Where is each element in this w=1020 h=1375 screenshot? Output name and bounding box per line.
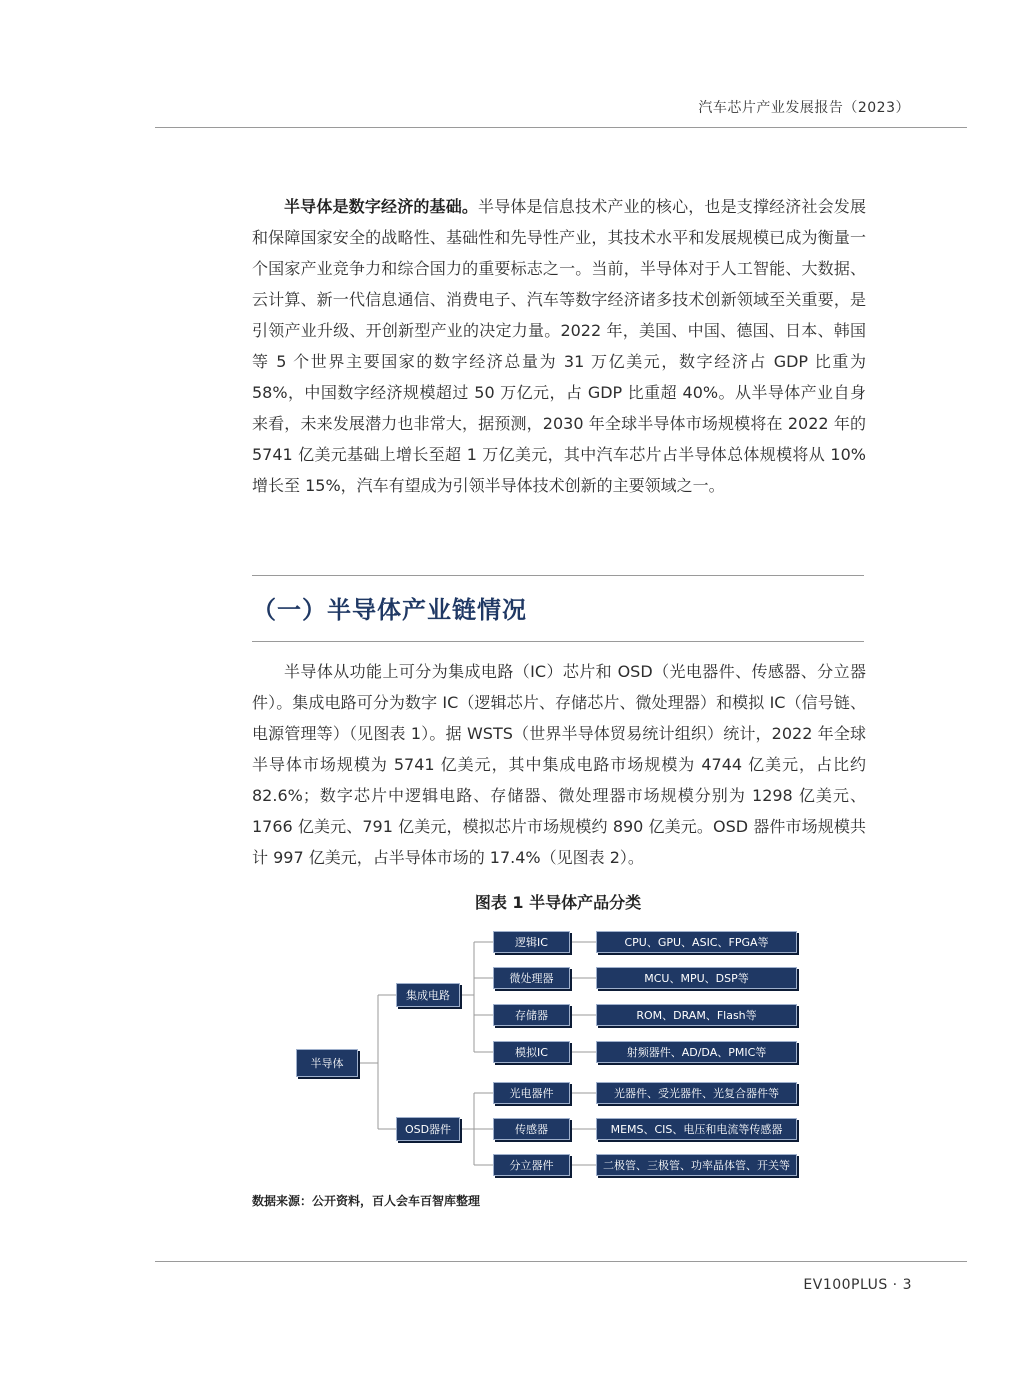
section-heading: （一）半导体产业链情况 bbox=[252, 596, 527, 624]
footer-page-label: EV100PLUS · 3 bbox=[803, 1277, 912, 1293]
footer-divider bbox=[155, 1261, 967, 1262]
node-analog-ic: 模拟IC bbox=[493, 1041, 570, 1063]
node-discrete-device: 分立器件 bbox=[493, 1154, 570, 1176]
node-osd-devices: OSD器件 bbox=[396, 1117, 460, 1141]
detail-logic-ic: CPU、GPU、ASIC、FPGA等 bbox=[596, 931, 797, 953]
node-microprocessor: 微处理器 bbox=[493, 967, 570, 989]
figure-caption: 图表 1 半导体产品分类 bbox=[474, 893, 642, 912]
detail-memory: ROM、DRAM、Flash等 bbox=[596, 1004, 797, 1026]
detail-microprocessor: MCU、MPU、DSP等 bbox=[596, 967, 797, 989]
intro-lead: 半导体是数字经济的基础。 bbox=[284, 197, 479, 216]
report-header-title: 汽车芯片产业发展报告（2023） bbox=[698, 100, 910, 116]
connector-details bbox=[570, 942, 596, 1165]
header-divider bbox=[155, 127, 967, 128]
detail-optoelectronic: 光器件、受光器件、光复合器件等 bbox=[596, 1082, 797, 1104]
detail-discrete-device: 二极管、三极管、功率晶体管、开关等 bbox=[596, 1154, 797, 1176]
node-semiconductor: 半导体 bbox=[296, 1049, 358, 1077]
node-sensor: 传感器 bbox=[493, 1118, 570, 1140]
section-top-divider bbox=[252, 575, 864, 576]
node-integrated-circuit: 集成电路 bbox=[396, 983, 460, 1007]
node-optoelectronic: 光电器件 bbox=[493, 1082, 570, 1104]
connector-root bbox=[358, 995, 396, 1129]
detail-analog-ic: 射频器件、AD/DA、PMIC等 bbox=[596, 1041, 797, 1063]
connector-ic bbox=[460, 942, 493, 1052]
section-paragraph: 半导体从功能上可分为集成电路（IC）芯片和 OSD（光电器件、传感器、分立器件）。集成电路可分为数字 IC（逻辑芯片、存储芯片、微处理器）和模拟 IC（信号链、电源管理等）（见图表 1）。据 WSTS（世界半导体贸易统计组织）统计，2022 年全球半导体市场规模为 5741 亿美元，其中集成电路市场规模为 4744 亿美元，占比约 82.6%；数字芯片中逻辑电路、存储器、微处理器市场规模分别为 1298 亿美元、1766 亿美元、791 亿美元，模拟芯片市场规模约 890 亿美元。OSD 器件市场规模共计 997 亿美元，占半导体市场的 17.4%（见图表 2）。 bbox=[252, 662, 866, 867]
connector-osd bbox=[460, 1093, 493, 1165]
intro-body: 半导体是信息技术产业的核心，也是支撑经济社会发展和保障国家安全的战略性、基础性和先导性产业，其技术水平和发展规模已成为衡量一个国家产业竞争力和综合国力的重要标志之一。当前，半导体对于人工智能、大数据、云计算、新一代信息通信、消费电子、汽车等数字经济诸多技术创新领域至关重要，是引领产业升级、开创新型产业的决定力量。2022 年，美国、中国、德国、日本、韩国等 5 个世界主要国家的数字经济总量为 31 万亿美元，数字经济占 GDP 比重为 58%，中国数字经济规模超过 50 万亿元，占 GDP 比重超 40%。从半导体产业自身来看，未来发展潜力也非常大，据预测，2030 年全球半导体市场规模将在 2022 年的 5741 亿美元基础上增长至超 1 万亿美元，其中汽车芯片占半导体总体规模将从 10%增长至 15%，汽车有望成为引领半导体技术创新的主要领域之一。 bbox=[252, 197, 866, 495]
figure-source: 数据来源：公开资料，百人会车百智库整理 bbox=[252, 1194, 481, 1208]
section-bottom-divider bbox=[252, 641, 864, 642]
node-memory: 存储器 bbox=[493, 1004, 570, 1026]
intro-paragraph bbox=[252, 191, 866, 501]
detail-sensor: MEMS、CIS、电压和电流等传感器 bbox=[596, 1118, 797, 1140]
node-logic-ic: 逻辑IC bbox=[493, 931, 570, 953]
